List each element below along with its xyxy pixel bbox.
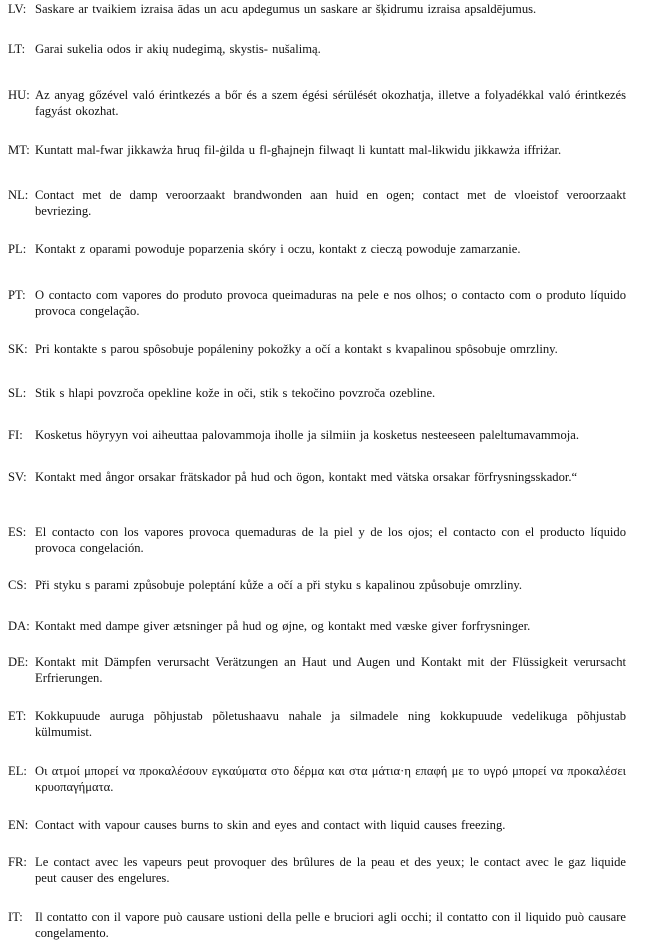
- entry-cs: [8, 578, 626, 594]
- entry-es: [8, 525, 626, 556]
- language-code: FR:: [8, 855, 27, 869]
- language-code: MT:: [8, 143, 30, 157]
- entry-text: Οι ατμοί μπορεί να προκαλέσουν εγκαύματα στο δέρμα και στα μάτια·η επαφή με το υγρό μπορεί να προκαλέσει κρυοπαγήματα.: [35, 764, 626, 794]
- entry-fi: [8, 428, 626, 444]
- language-code: SV:: [8, 470, 27, 484]
- language-code: ET:: [8, 709, 27, 723]
- entry-lt: [8, 42, 626, 58]
- entry-text: Saskare ar tvaikiem izraisa ādas un acu apdegumus un saskare ar šķidrumu izraisa apsaldējumus.: [35, 2, 537, 16]
- language-code: PT:: [8, 288, 26, 302]
- entry-sl: [8, 386, 626, 402]
- language-code: IT:: [8, 910, 23, 924]
- entry-text: Kosketus höyryyn voi aiheuttaa palovammoja iholle ja silmiin ja kosketus nesteeseen paleltumavammoja.: [35, 428, 580, 442]
- language-code: FI:: [8, 428, 23, 442]
- entry-text: El contacto con los vapores provoca quemaduras de la piel y de los ojos; el contacto con el producto líquido provoca congelación.: [35, 525, 626, 555]
- entry-text: Contact met de damp veroorzaakt brandwonden aan huid en ogen; contact met de vloeistof veroorzaakt bevriezing.: [35, 188, 626, 218]
- entry-text: Pri kontakte s parou spôsobuje popáleniny pokožky a očí a kontakt s kvapalinou spôsobuje omrzliny.: [35, 342, 558, 356]
- language-code: PL:: [8, 242, 27, 256]
- entry-mt: [8, 143, 626, 159]
- entry-pt: [8, 288, 626, 319]
- entry-text: Kontakt med ångor orsakar frätskador på hud och ögon, kontakt med vätska orsakar förfrysningsskador.“: [35, 470, 578, 484]
- entry-it: [8, 910, 626, 941]
- entry-text: Kokkupuude auruga põhjustab põletushaavu nahale ja silmadele ning kokkupuude vedelikuga põhjustab külmumist.: [35, 709, 626, 739]
- entry-text: Stik s hlapi povzroča opekline kože in oči, stik s tekočino povzroča ozebline.: [35, 386, 436, 400]
- language-code: EN:: [8, 818, 29, 832]
- entry-hu: [8, 88, 626, 119]
- language-code: CS:: [8, 578, 27, 592]
- entry-text: Contact with vapour causes burns to skin and eyes and contact with liquid causes freezing.: [35, 818, 506, 832]
- entry-sk: [8, 342, 626, 358]
- language-code: SL:: [8, 386, 27, 400]
- entry-el: [8, 764, 626, 795]
- entry-text: Le contact avec les vapeurs peut provoquer des brûlures de la peau et des yeux; le contact avec le gaz liquide peut causer des engelures.: [35, 855, 626, 885]
- language-code: LT:: [8, 42, 26, 56]
- language-code: ES:: [8, 525, 27, 539]
- entry-de: [8, 655, 626, 686]
- language-code: DA:: [8, 619, 30, 633]
- entry-text: Kontakt z oparami powoduje poparzenia skóry i oczu, kontakt z cieczą powoduje zamarzanie.: [35, 242, 521, 256]
- entry-pl: [8, 242, 626, 258]
- language-code: SK:: [8, 342, 28, 356]
- entry-text: O contacto com vapores do produto provoca queimaduras na pele e nos olhos; o contacto com o produto líquido provoca congelação.: [35, 288, 626, 318]
- language-code: LV:: [8, 2, 27, 16]
- entry-nl: [8, 188, 626, 219]
- entry-da: [8, 619, 626, 635]
- entry-text: Garai sukelia odos ir akių nudegimą, skystis- nušalimą.: [35, 42, 321, 56]
- entry-et: [8, 709, 626, 740]
- entry-text: Kontakt mit Dämpfen verursacht Verätzungen an Haut und Augen und Kontakt mit der Flüssigkeit verursacht Erfrierungen.: [35, 655, 626, 685]
- entry-en: [8, 818, 626, 834]
- language-code: EL:: [8, 764, 27, 778]
- language-code: NL:: [8, 188, 29, 202]
- entry-text: Při styku s parami způsobuje poleptání kůže a očí a při styku s kapalinou způsobuje omrzliny.: [35, 578, 523, 592]
- entry-text: Az anyag gőzével való érintkezés a bőr és a szem égési sérülését okozhatja, illetve a folyadékkal való érintkezés fagyást okozhat.: [35, 88, 626, 118]
- language-code: HU:: [8, 88, 30, 102]
- entry-fr: [8, 855, 626, 886]
- entry-text: Il contatto con il vapore può causare ustioni della pelle e bruciori agli occhi; il contatto con il liquido può causare congelamento.: [35, 910, 626, 940]
- language-code: DE:: [8, 655, 29, 669]
- entry-lv: [8, 2, 626, 18]
- entry-text: Kuntatt mal-fwar jikkawża ħruq fil-ġilda u fl-għajnejn filwaqt li kuntatt mal-likwidu jikkawża iffriżar.: [35, 143, 562, 157]
- entry-sv: [8, 470, 626, 486]
- entry-text: Kontakt med dampe giver ætsninger på hud og øjne, og kontakt med væske giver forfrysninger.: [35, 619, 531, 633]
